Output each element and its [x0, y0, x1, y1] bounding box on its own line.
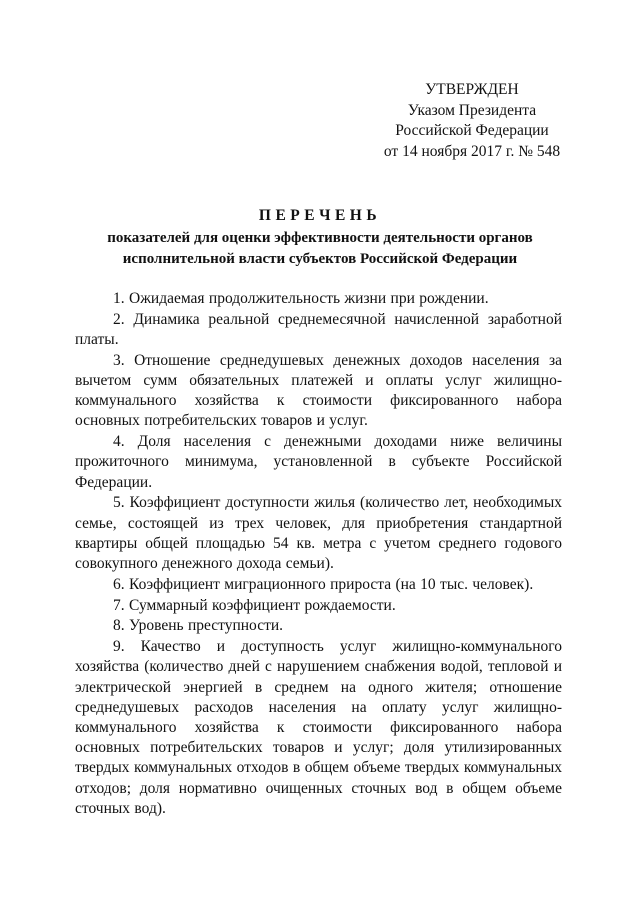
approval-stamp [362, 80, 582, 162]
document-heading [70, 206, 570, 269]
approval-line-date: от 14 ноября 2017 г. № 548 [383, 142, 561, 160]
approval-line-approved: УТВЕРЖДЕН [425, 81, 519, 98]
indicator-item-8: 8. Уровень преступности. [113, 617, 284, 635]
indicator-item-2: 2. Динамика реальной среднемесячной начисленной заработной платы. [75, 310, 562, 348]
indicator-item-3: 3. Отношение среднедушевых денежных доходов населения за вычетом сумм обязательных платежей и оплаты услуг жилищно-коммунального хозяйства к стоимости фиксированного набора основных потребительских товаров и услуг. [75, 351, 562, 430]
indicator-item-9: 9. Качество и доступность услуг жилищно-коммунального хозяйства (количество дней с нарушением снабжения водой, тепловой и электрической энергией в среднем на одного жителя; отношение среднедушевых расходов населения на оплату услуг жилищно-коммунального хозяйства к стоимости фиксированного набора основных потребительских товаров и услуг; доля утилизированных твердых коммунальных отходов в общем объеме твердых коммунальных отходов; доля нормативно очищенных сточных вод в общем объеме сточных вод). [75, 638, 562, 817]
indicator-item-4: 4. Доля населения с денежными доходами ниже величины прожиточного минимума, установленной в субъекте Российской Федерации. [75, 433, 562, 491]
indicator-list [75, 289, 562, 820]
indicator-item-5: 5. Коэффициент доступности жилья (количество лет, необходимых семье, состоящей из трех человек, для приобретения стандартной квартиры общей площадью 54 кв. метра с учетом среднего годового совокупного денежного дохода семьи). [75, 494, 562, 573]
indicator-item-7: 7. Суммарный коэффициент рождаемости. [113, 596, 396, 614]
document-subtitle-line1: показателей для оценки эффективности деятельности органов [107, 230, 533, 246]
approval-line-decree: Указом Президента [407, 101, 537, 119]
document-subtitle-line2: исполнительной власти субъектов Российской Федерации [122, 250, 518, 267]
indicator-item-1: 1. Ожидаемая продолжительность жизни при рождении. [113, 290, 489, 307]
indicator-item-6: 6. Коэффициент миграционного прироста (на 10 тыс. человек). [113, 575, 534, 593]
approval-line-country: Российской Федерации [395, 122, 549, 139]
document-title: ПЕРЕЧЕНЬ [258, 207, 382, 224]
